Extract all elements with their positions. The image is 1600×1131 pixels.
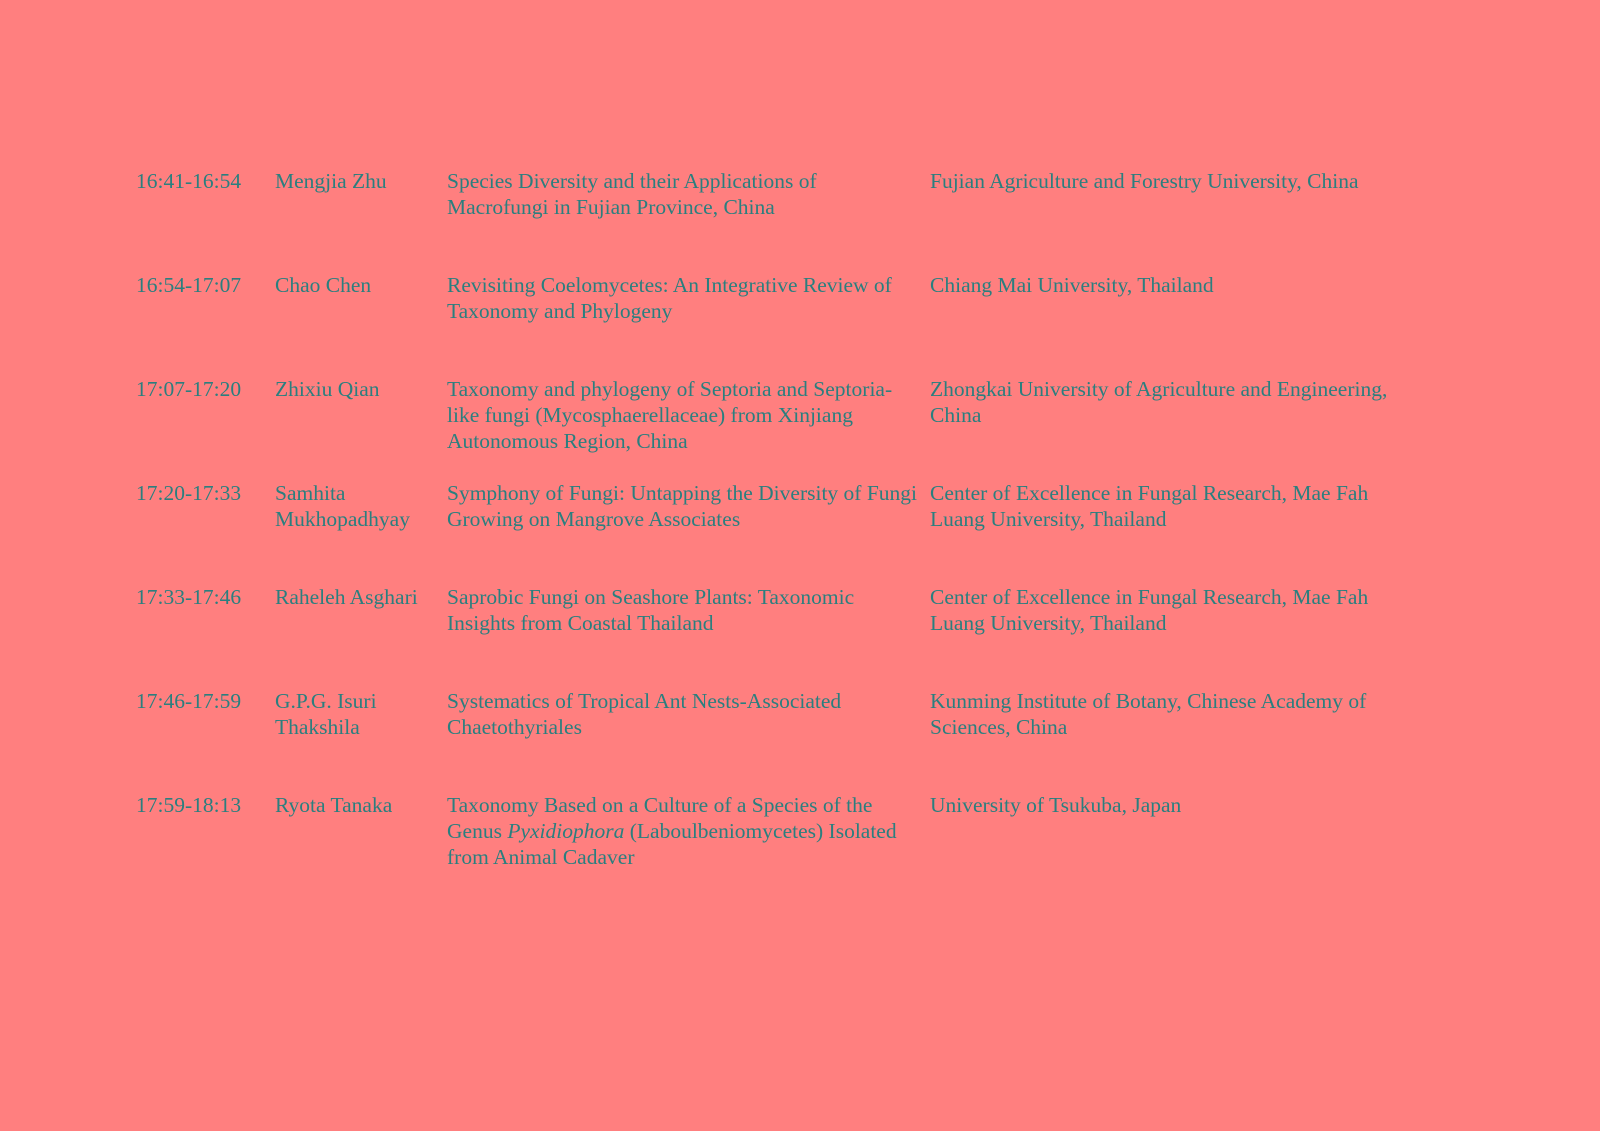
- talk-title: [447, 792, 917, 870]
- talk-title-text: Revisiting Coelomycetes: An Integrative Review of Taxonomy and Phylogeny: [447, 273, 892, 323]
- speaker-name: G.P.G. Isuri Thakshila: [275, 689, 377, 739]
- speaker-name: Ryota Tanaka: [275, 793, 393, 817]
- schedule-row: [136, 584, 1436, 688]
- schedule-table: [136, 168, 1436, 896]
- speaker-name: Chao Chen: [275, 273, 372, 297]
- speaker-name: Raheleh Asghari: [275, 585, 418, 609]
- talk-title-text: Taxonomy and phylogeny of Septoria and Septoria-like fungi (Mycosphaerellaceae) from Xinjiang Autonomous Region, China: [447, 377, 893, 453]
- talk-title-text: Taxonomy Based on a Culture of a Species of the Genus: [447, 793, 873, 843]
- speaker-affiliation: University of Tsukuba, Japan: [930, 793, 1182, 817]
- speaker-affiliation: Center of Excellence in Fungal Research, Mae Fah Luang University, Thailand: [930, 585, 1369, 635]
- talk-title-text: (Laboulbeniomycetes) Isolated from Animal Cadaver: [447, 819, 897, 869]
- talk-title: [447, 376, 917, 454]
- talk-title: [447, 584, 917, 636]
- speaker-name: Samhita Mukhopadhyay: [275, 481, 410, 531]
- talk-title: [447, 480, 917, 532]
- schedule-row: [136, 272, 1436, 376]
- schedule-row: [136, 376, 1436, 480]
- talk-title-text: Saprobic Fungi on Seashore Plants: Taxonomic Insights from Coastal Thailand: [447, 585, 855, 635]
- time-slot: 16:41-16:54: [136, 169, 242, 193]
- speaker-name: Mengjia Zhu: [275, 169, 387, 193]
- talk-title: [447, 688, 917, 740]
- schedule-row: [136, 480, 1436, 584]
- talk-title-text: Systematics of Tropical Ant Nests-Associated Chaetothyriales: [447, 689, 842, 739]
- speaker-affiliation: Zhongkai University of Agriculture and Engineering, China: [930, 377, 1388, 427]
- time-slot: 17:33-17:46: [136, 585, 242, 609]
- schedule-row: [136, 688, 1436, 792]
- talk-title-text: Species Diversity and their Applications of Macrofungi in Fujian Province, China: [447, 169, 817, 219]
- time-slot: 16:54-17:07: [136, 273, 242, 297]
- speaker-affiliation: Chiang Mai University, Thailand: [930, 273, 1214, 297]
- talk-title: [447, 168, 917, 220]
- schedule-row: [136, 792, 1436, 896]
- time-slot: 17:07-17:20: [136, 377, 242, 401]
- genus-name-italic: Pyxidiophora: [507, 819, 625, 843]
- time-slot: 17:59-18:13: [136, 793, 242, 817]
- time-slot: 17:46-17:59: [136, 689, 242, 713]
- speaker-affiliation: Fujian Agriculture and Forestry University, China: [930, 169, 1359, 193]
- speaker-name: Zhixiu Qian: [275, 377, 380, 401]
- speaker-affiliation: Kunming Institute of Botany, Chinese Academy of Sciences, China: [930, 689, 1367, 739]
- talk-title-text: Symphony of Fungi: Untapping the Diversity of Fungi Growing on Mangrove Associates: [447, 481, 918, 531]
- schedule-row: [136, 168, 1436, 272]
- time-slot: 17:20-17:33: [136, 481, 242, 505]
- talk-title: [447, 272, 917, 324]
- speaker-affiliation: Center of Excellence in Fungal Research, Mae Fah Luang University, Thailand: [930, 481, 1369, 531]
